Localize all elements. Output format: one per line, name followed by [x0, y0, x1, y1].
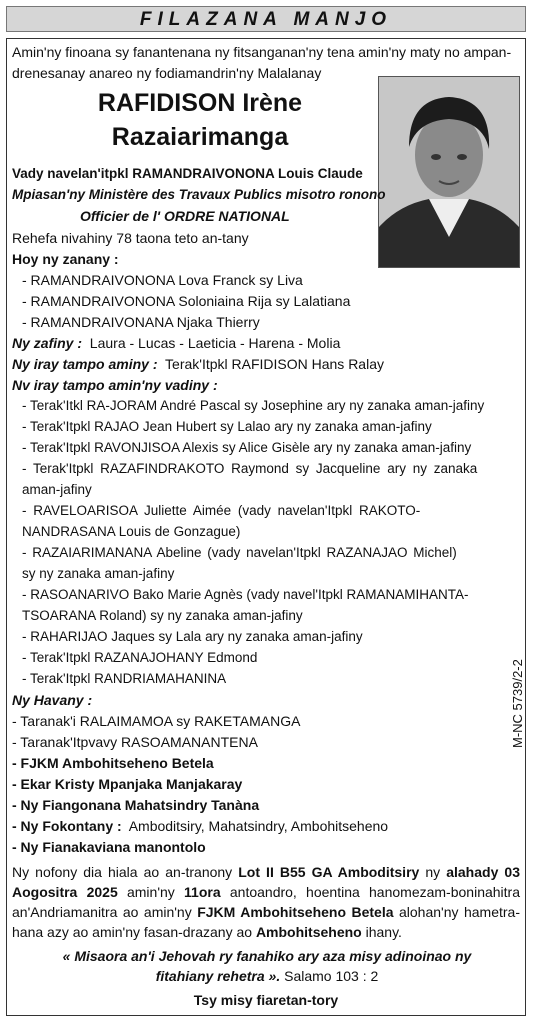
child-item: - RAMANDRAIVONONA Lova Franck sy Liva	[22, 272, 303, 288]
funeral-text: alohan'ny hametra-hana azy ao amin'ny fasan-drazany ao	[12, 904, 520, 940]
fokontany-label: - Ny Fokontany :	[12, 818, 122, 834]
notice-title: FILAZANA MANJO	[139, 9, 393, 30]
funeral-paragraph	[12, 862, 520, 942]
relative-line: - Taranak'Itpvavy RASOAMANANTENA	[12, 734, 258, 750]
spouse-sibling-line: TSOARANA Roland) sy ny zanaka aman-jafiny	[22, 608, 303, 623]
spouse-sibling-line: - RASOANARIVO Bako Marie Agnès (vady navel'Itpkl RAMANAMIHANTA-	[22, 587, 469, 602]
spouse-sibling-line: - Terak'Itkl RA-JORAM André Pascal sy Josephine ary ny zanaka aman-jafiny	[22, 398, 485, 413]
notice-code: M-NC 5739/2-2	[510, 659, 525, 748]
spouse-sibling-line: - Terak'Itpkl RAZANAJOHANY Edmond	[22, 650, 258, 665]
spouse-sibling-line: - Terak'Itpkl RANDRIAMAHANINA	[22, 671, 227, 686]
own-siblings-line	[12, 354, 384, 374]
spouse-sibling-line: NANDRASANA Louis de Gonzague)	[22, 524, 241, 539]
children-heading: Hoy ny zanany :	[12, 251, 119, 267]
spouse-sibling-line: - Terak'Itpkl RAVONJISOA Alexis sy Alice Gisèle ary ny zanaka aman-jafiny	[22, 440, 472, 455]
age-line: Rehefa nivahiny 78 taona teto an-tany	[12, 230, 249, 246]
spouse-sibling-line: - RAHARIJAO Jaques sy Lala ary ny zanaka aman-jafiny	[22, 629, 363, 644]
funeral-text: Ny nofony dia hiala ao an-tranony	[12, 864, 239, 880]
intro-line-1: Amin'ny finoana sy fanantenana ny fitsanganan'ny tena amin'ny maty no ampan-	[12, 44, 512, 60]
relative-line: - Ekar Kristy Mpanjaka Manjakaray	[12, 776, 243, 792]
relative-line-fokontany	[12, 816, 388, 836]
spouse-sibling-line: aman-jafiny	[22, 482, 92, 497]
closing-line: Tsy misy fiaretan-tory	[193, 992, 339, 1008]
spouse-line: Vady navelan'itpkl RAMANDRAIVONONA Louis Claude	[12, 166, 363, 181]
notice-header	[6, 6, 526, 32]
relative-line: - Ny Fianakaviana manontolo	[12, 839, 206, 855]
intro-line-2: drenesanay anareo ny fodiamandrin'ny Malalanay	[12, 65, 322, 81]
verse-quote: « Misaora an'i Jehovah ry fanahiko ary aza misy adinoinao ny fitahiany rehetra ».	[62, 948, 472, 984]
child-item: - RAMANDRAIVONANA Njaka Thierry	[22, 314, 260, 330]
own-siblings-names: Terak'Itpkl RAFIDISON Hans Ralay	[165, 356, 384, 372]
relative-line: - FJKM Ambohitseheno Betela	[12, 755, 214, 771]
spouse-siblings-heading: Nv iray tampo amin'ny vadiny :	[12, 377, 218, 393]
funeral-text: antoandro, hoentina hanomezam-boninahitra an'Andriamanitra ao amin'ny	[12, 884, 520, 920]
relative-line: - Taranak'i RALAIMAMOA sy RAKETAMANGA	[12, 713, 301, 729]
deceased-name-line-1: RAFIDISON Irène	[97, 89, 303, 117]
bible-verse	[40, 946, 494, 986]
funeral-date: alahady 03 Aogositra 2025	[12, 864, 520, 900]
portrait-photo	[378, 76, 520, 268]
own-siblings-heading: Ny iray tampo aminy :	[12, 356, 158, 372]
spouse-sibling-line: - RAZAIARIMANANA Abeline (vady navelan'Itpkl RAZANAJAO Michel)	[22, 545, 457, 560]
funeral-church: FJKM Ambohitseheno Betela	[197, 904, 394, 920]
spouse-sibling-line: - Terak'Itpkl RAZAFINDRAKOTO Raymond sy Jacqueline ary ny zanaka	[22, 461, 478, 476]
funeral-text: ny	[419, 864, 447, 880]
spouse-sibling-line: - Terak'Itpkl RAJAO Jean Hubert sy Lalao ary ny zanaka aman-jafiny	[22, 419, 432, 434]
funeral-text: ihany.	[361, 924, 402, 940]
fokontany-names: Amboditsiry, Mahatsindry, Ambohitseheno	[128, 818, 389, 834]
funeral-time: 11ora	[184, 884, 221, 900]
relatives-heading: Ny Havany :	[12, 692, 93, 708]
grandchildren-heading: Ny zafiny :	[12, 335, 83, 351]
grandchildren-names: Laura - Lucas - Laeticia - Harena - Molia	[89, 335, 341, 351]
child-item: - RAMANDRAIVONONA Soloniaina Rija sy Lalatiana	[22, 293, 351, 309]
grandchildren-line	[12, 333, 340, 353]
spouse-sibling-line: sy ny zanaka aman-jafiny	[22, 566, 175, 581]
funeral-text: amin'ny	[117, 884, 185, 900]
deceased-name-line-2: Razaiarimanga	[111, 123, 289, 151]
funeral-burial-place: Ambohitseheno	[255, 924, 362, 940]
funeral-address: Lot II B55 GA Amboditsiry	[238, 864, 420, 880]
spouse-sibling-line: - RAVELOARISOA Juliette Aimée (vady navelan'Itpkl RAKOTO-	[22, 503, 421, 518]
verse-reference: Salamo 103 : 2	[280, 968, 379, 984]
honor-line: Officier de l' ORDRE NATIONAL	[80, 208, 290, 224]
job-line: Mpiasan'ny Ministère des Travaux Publics misotro ronono	[12, 187, 386, 202]
relative-line: - Ny Fiangonana Mahatsindry Tanàna	[12, 797, 260, 813]
